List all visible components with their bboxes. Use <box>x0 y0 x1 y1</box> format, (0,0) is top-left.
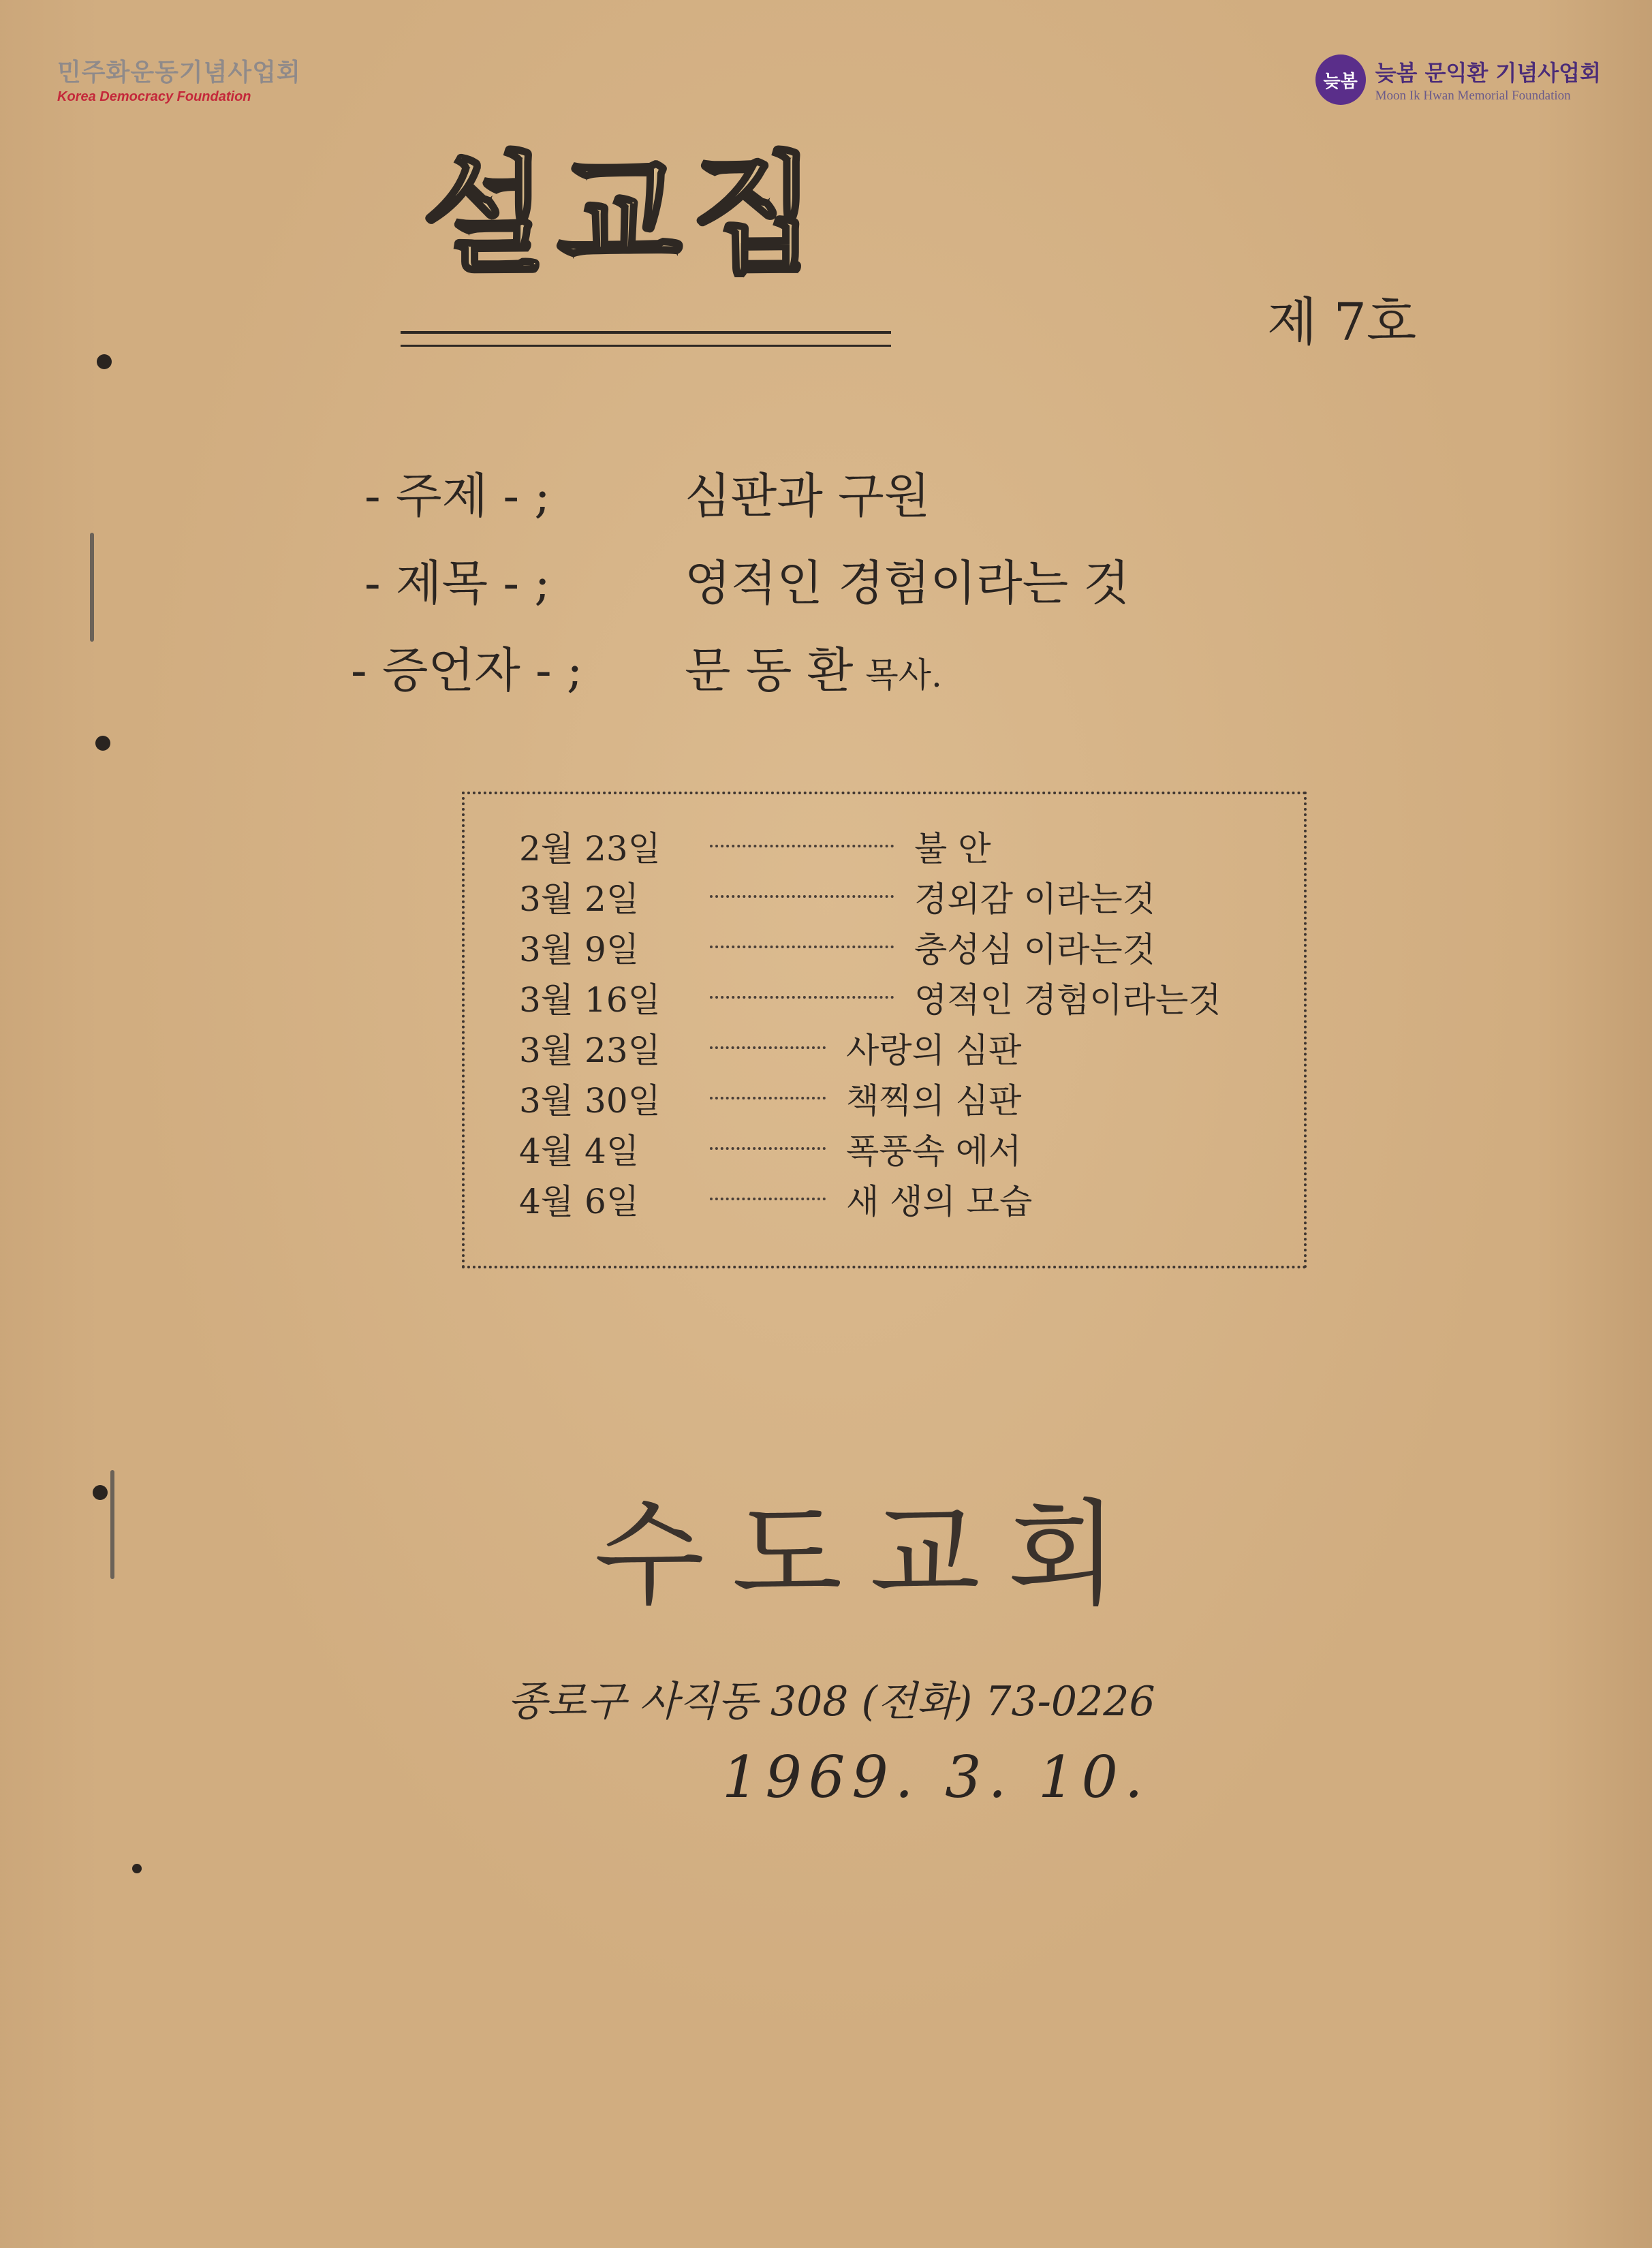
schedule-date: 3월 2일 <box>519 879 640 919</box>
theme-line <box>364 458 930 527</box>
schedule-date: 3월 16일 <box>519 980 661 1020</box>
schedule-row <box>519 973 1221 1022</box>
left-logo-english: Korea Democracy Foundation <box>57 89 251 104</box>
schedule-row <box>519 1074 1021 1123</box>
schedule-topic: 책찍의 심판 <box>846 1081 1022 1121</box>
schedule-date: 4월 6일 <box>519 1182 640 1221</box>
church-address: 종로구 사직동 308 (전화) 73-0226 <box>508 1678 1155 1726</box>
speaker-line <box>351 632 942 701</box>
document-title: 설교집 <box>422 138 826 290</box>
speaker-label: - 증언자 - ; <box>351 642 583 698</box>
schedule-row <box>519 1023 1021 1072</box>
issue-date: 1969. 3. 10. <box>722 1744 1150 1811</box>
subject-label: - 제목 - ; <box>364 555 550 611</box>
schedule-topic: 새 생의 모습 <box>846 1182 1033 1221</box>
dotted-leader <box>710 1097 826 1099</box>
dotted-leader <box>710 1147 826 1150</box>
dotted-leader <box>710 1198 826 1200</box>
dotted-leader <box>710 1046 826 1049</box>
schedule-date: 4월 4일 <box>519 1131 640 1171</box>
issue-number: 제 7호 <box>1267 292 1417 352</box>
korea-democracy-foundation-logo <box>57 53 301 105</box>
left-logo-korean: 민주화운동기념사업회 <box>57 59 301 87</box>
dotted-leader <box>710 996 894 999</box>
schedule-date: 3월 23일 <box>519 1031 661 1070</box>
schedule-topic: 폭풍속 에서 <box>846 1131 1022 1171</box>
binder-hole <box>97 354 112 369</box>
church-name: 수도교회 <box>594 1488 1146 1621</box>
dotted-leader <box>710 895 894 898</box>
schedule-date: 2월 23일 <box>519 829 661 869</box>
foundation-emblem-icon: 늦봄 <box>1315 54 1366 105</box>
right-logo-english: Moon Ik Hwan Memorial Foundation <box>1375 89 1571 103</box>
schedule-topic: 경외감 이라는것 <box>914 879 1155 919</box>
right-logo-korean: 늦봄 문익환 기념사업회 <box>1375 60 1601 86</box>
title-underline <box>401 331 891 347</box>
schedule-date: 3월 9일 <box>519 930 640 969</box>
dotted-leader <box>710 845 894 847</box>
schedule-row <box>519 1174 1032 1223</box>
theme-value: 심판과 구원 <box>685 468 931 524</box>
schedule-topic: 영적인 경험이라는것 <box>914 980 1221 1020</box>
sermon-schedule-box <box>462 792 1307 1268</box>
speaker-title: 목사. <box>865 655 942 695</box>
binder-hole <box>93 1485 108 1500</box>
schedule-topic: 충성심 이라는것 <box>914 930 1155 969</box>
schedule-row <box>519 872 1155 921</box>
schedule-topic: 불 안 <box>914 829 991 869</box>
subject-value: 영적인 경험이라는 것 <box>685 555 1130 611</box>
binder-hole <box>95 736 110 751</box>
staple-mark <box>90 533 94 642</box>
binder-hole <box>132 1864 142 1873</box>
schedule-date: 3월 30일 <box>519 1081 661 1121</box>
staple-mark <box>110 1470 114 1579</box>
schedule-topic: 사랑의 심판 <box>846 1031 1022 1070</box>
schedule-row <box>519 1124 1021 1173</box>
speaker-value: 문 동 환 <box>685 642 854 698</box>
dotted-leader <box>710 946 894 948</box>
theme-label: - 주제 - ; <box>364 468 550 524</box>
schedule-row <box>519 922 1155 971</box>
schedule-row <box>519 822 991 871</box>
subject-line <box>364 545 1129 614</box>
moon-ik-hwan-foundation-logo <box>1315 54 1601 105</box>
